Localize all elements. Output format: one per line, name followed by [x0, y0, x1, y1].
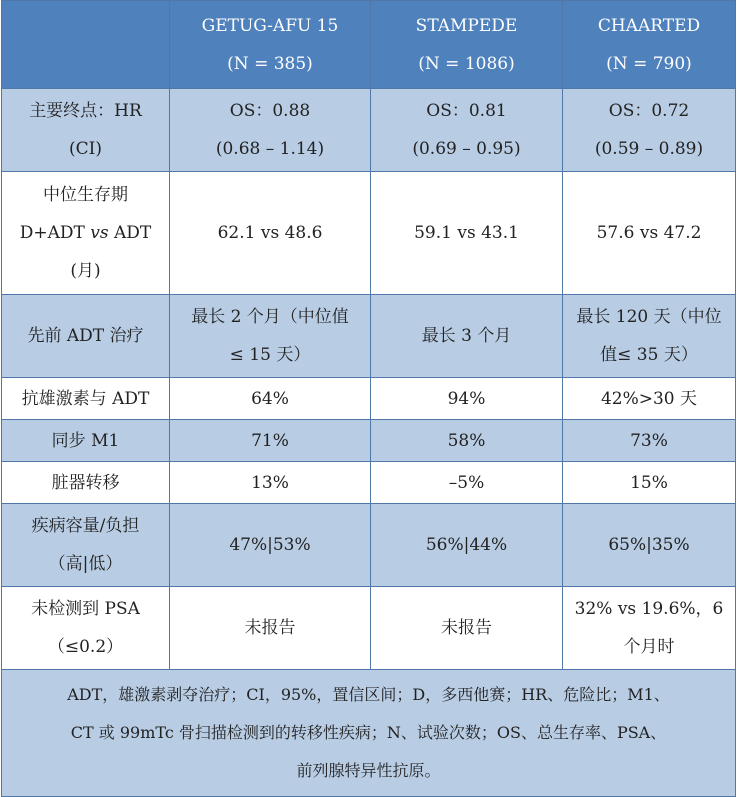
row-label-line: 抗雄激素与 ADT: [21, 388, 150, 409]
cell-line: 值≤ 35 天）: [600, 345, 698, 365]
table-cell: [170, 504, 371, 587]
trial-name: STAMPEDE: [415, 15, 518, 36]
row-label-part: vs: [90, 223, 109, 243]
cell-line: 64%: [251, 388, 289, 409]
row-label-line: 疾病容量/负担: [31, 516, 140, 536]
row-label-line: 先前 ADT 治疗: [27, 326, 144, 346]
table-cell: [170, 420, 371, 462]
table-cell: [170, 587, 371, 670]
table-cell: [563, 420, 736, 462]
trial-n: (N = 385): [227, 53, 313, 74]
table-cell: [170, 172, 371, 295]
cell-line: 未报告: [244, 618, 296, 638]
cell-line: 42%>30 天: [600, 388, 698, 409]
table-cell: [563, 462, 736, 504]
table-cell: [371, 295, 563, 378]
cell-line: 94%: [447, 388, 486, 409]
header-stampede: [371, 1, 563, 89]
row-label: [2, 462, 170, 504]
table-cell: [563, 504, 736, 587]
row-label: [2, 172, 170, 295]
cell-line: 73%: [630, 430, 668, 451]
row-label-part: ADT: [114, 223, 152, 243]
row-label-line: （高|低）: [48, 554, 123, 574]
cell-line: 58%: [447, 430, 486, 451]
cell-line: 13%: [251, 472, 289, 493]
cell-line: 个月时: [623, 637, 675, 657]
cell-line: 59.1 vs 43.1: [414, 223, 519, 243]
cell-line: 15%: [630, 472, 668, 493]
table-row-undetectable-psa: [2, 587, 736, 670]
cell-line: 最长 3 个月: [421, 326, 512, 346]
row-label-line: 主要终点：HR: [29, 101, 142, 121]
cell-line: OS：0.72: [608, 101, 690, 121]
table-cell: [170, 462, 371, 504]
cell-line: 56%|44%: [425, 535, 508, 555]
comparison-table-container: [1, 0, 735, 791]
table-cell: [563, 89, 736, 172]
row-label: [2, 89, 170, 172]
cell-line: 71%: [251, 430, 289, 451]
footnote-line: 前列腺特异性抗原。: [296, 761, 441, 780]
row-label-line: 脏器转移: [51, 472, 120, 493]
cell-line: (0.69 – 0.95): [412, 139, 521, 159]
row-label: [2, 378, 170, 420]
table-row-antiandrogen: [2, 378, 736, 420]
row-label: [2, 420, 170, 462]
trial-name: CHAARTED: [597, 15, 701, 36]
cell-line: 32% vs 19.6%，6: [574, 599, 724, 619]
table-cell: [371, 504, 563, 587]
row-label-line: (月): [70, 261, 101, 281]
cell-line: 最长 120 天（中位: [576, 307, 722, 327]
cell-line: 57.6 vs 47.2: [596, 223, 702, 243]
table-cell: [563, 587, 736, 670]
table-row-synchronous-m1: [2, 420, 736, 462]
row-label: [2, 295, 170, 378]
table-cell: [170, 89, 371, 172]
footnote-line: CT 或 99mTc 骨扫描检测到的转移性疾病；N、试验次数；OS、总生存率、PSA、: [70, 723, 667, 742]
table-cell: [371, 462, 563, 504]
table-row-visceral-metastasis: [2, 462, 736, 504]
table-cell: [371, 587, 563, 670]
table-cell: [563, 172, 736, 295]
cell-line: 62.1 vs 48.6: [217, 223, 323, 243]
table-cell: [563, 378, 736, 420]
trial-n: (N = 1086): [418, 53, 515, 74]
row-label-line: 中位生存期: [43, 185, 128, 205]
header-row: [2, 1, 736, 89]
cell-line: (0.59 – 0.89): [594, 139, 704, 159]
table-cell: [170, 378, 371, 420]
table-row-prior-adt: [2, 295, 736, 378]
row-label-line: [8, 214, 163, 252]
row-label: [2, 504, 170, 587]
cell-line: (0.68 – 1.14): [215, 139, 325, 159]
footnote-line: ADT，雄激素剥夺治疗；CI，95%，置信区间；D，多西他赛；HR、危险比；M1、: [67, 685, 670, 704]
cell-line: 47%|53%: [229, 535, 311, 555]
table-cell: [170, 295, 371, 378]
cell-line: ≤ 15 天）: [229, 345, 311, 365]
table-cell: [371, 172, 563, 295]
row-label-line: （≤0.2）: [47, 637, 124, 657]
table-cell: [563, 295, 736, 378]
table-cell: [371, 420, 563, 462]
footnote-row: [2, 670, 736, 797]
row-label-line: (CI): [69, 139, 102, 159]
row-label-line: 未检测到 PSA: [31, 599, 140, 619]
trial-n: (N = 790): [606, 53, 692, 74]
cell-line: 最长 2 个月（中位值: [191, 307, 349, 327]
row-label-part: D+ADT: [19, 223, 85, 243]
table-row-disease-volume: [2, 504, 736, 587]
row-label: [2, 587, 170, 670]
table-row-primary-endpoint: [2, 89, 736, 172]
table-cell: [371, 378, 563, 420]
cell-line: –5%: [448, 472, 485, 493]
cell-line: OS：0.81: [426, 101, 507, 121]
table-footnote: [2, 670, 736, 797]
table-cell: [371, 89, 563, 172]
trial-name: GETUG-AFU 15: [201, 15, 339, 36]
cell-line: OS：0.88: [229, 101, 311, 121]
header-chaarted: [563, 1, 736, 89]
trial-comparison-table: [1, 0, 736, 797]
cell-line: 65%|35%: [608, 535, 690, 555]
cell-line: 未报告: [441, 618, 492, 638]
table-row-median-survival: [2, 172, 736, 295]
header-empty-cell: [2, 1, 170, 89]
header-getug: [170, 1, 371, 89]
row-label-line: 同步 M1: [51, 430, 120, 451]
